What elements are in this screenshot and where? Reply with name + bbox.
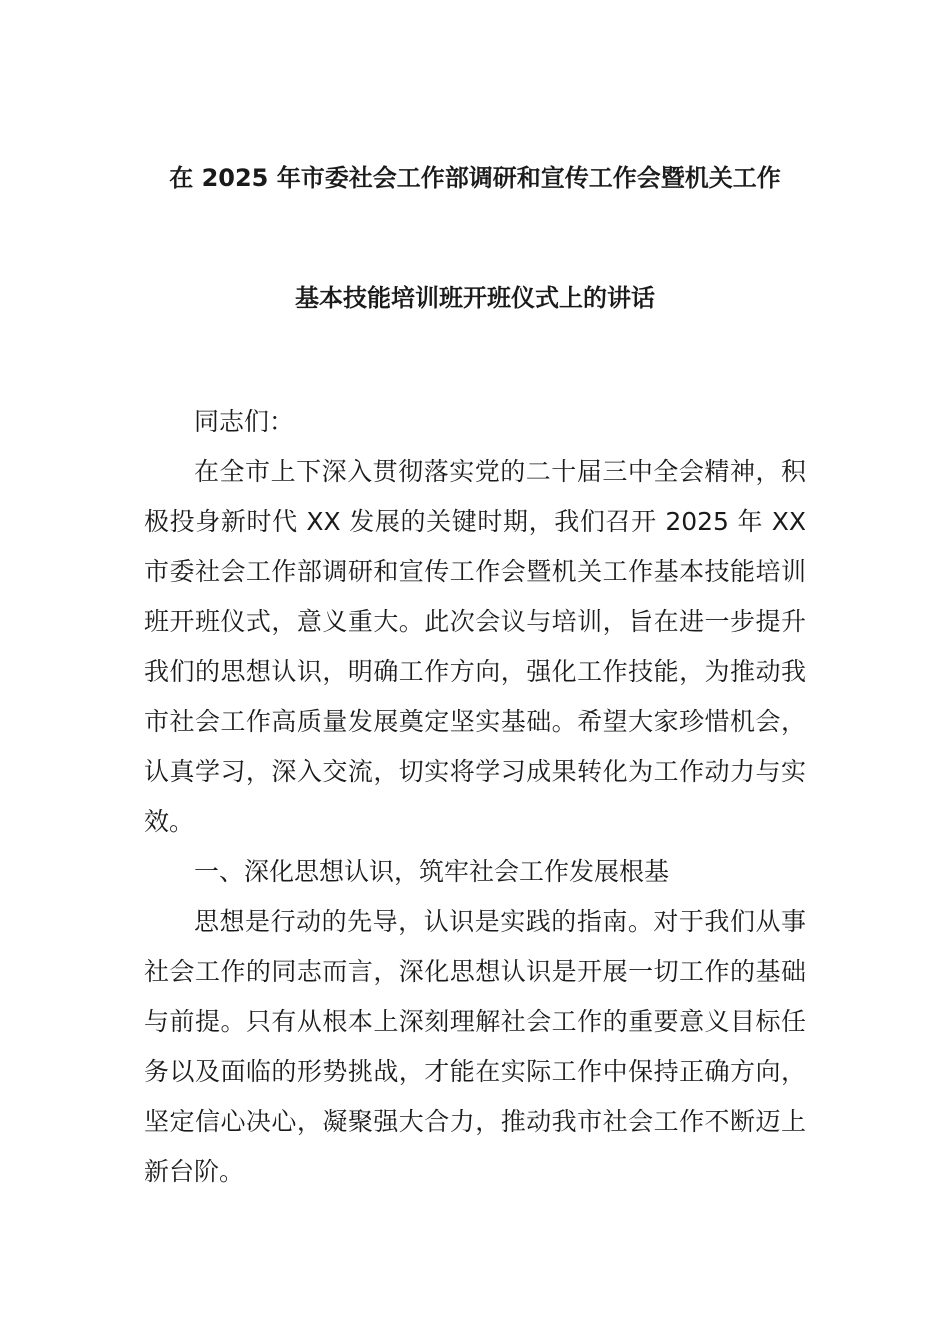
paragraph-intro: 在全市上下深入贯彻落实党的二十届三中全会精神，积极投身新时代 XX 发展的关键时期，我们召开 2025 年 XX 市委社会工作部调研和宣传工作会暨机关工作基本技能培训班开班仪式，意义重大。此次会议与培训，旨在进一步提升我们的思想认识，明确工作方向，强化工作技能，为推动我市社会工作高质量发展奠定坚实基础。希望大家珍惜机会，认真学习，深入交流，切实将学习成果转化为工作动力与实效。 (144, 457, 806, 836)
document-body (144, 397, 806, 1197)
document-title-line-2: 基本技能培训班开班仪式上的讲话 (295, 284, 655, 312)
document-title-line-1: 在 2025 年市委社会工作部调研和宣传工作会暨机关工作 (169, 164, 781, 192)
salutation: 同志们： (194, 407, 295, 436)
paragraph-section-1: 思想是行动的先导，认识是实践的指南。对于我们从事社会工作的同志而言，深化思想认识是开展一切工作的基础与前提。只有从根本上深刻理解社会工作的重要意义目标任务以及面临的形势挑战，才能在实际工作中保持正确方向，坚定信心决心，凝聚强大合力，推动我市社会工作不断迈上新台阶。 (144, 907, 806, 1186)
section-heading-1: 一、深化思想认识，筑牢社会工作发展根基 (194, 857, 670, 886)
